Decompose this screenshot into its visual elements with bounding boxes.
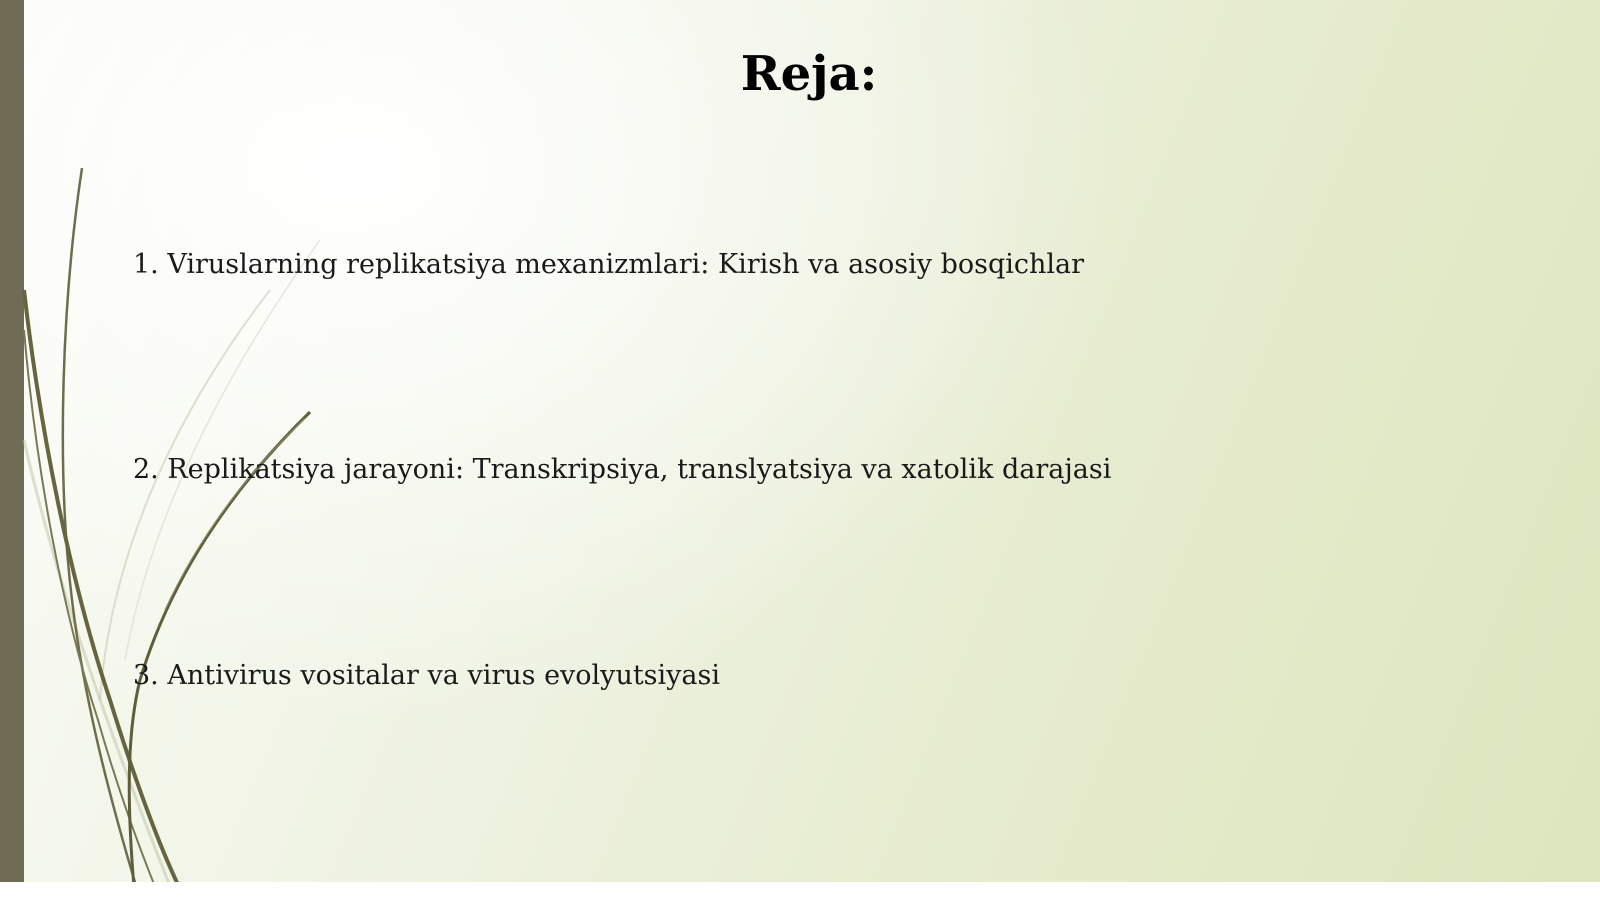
plan-item-2: 2. Replikatsiya jarayoni: Transkripsiya, translyatsiya va xatolik darajasi [133,454,1112,485]
slide-title: Reja: [740,46,878,102]
left-accent-bar [0,0,24,899]
plan-item-1: 1. Viruslarning replikatsiya mexanizmlari: Kirish va asosiy bosqichlar [133,249,1085,280]
bottom-strip [0,882,1600,899]
plan-item-3: 3. Antivirus vositalar va virus evolyutsiyasi [133,660,721,691]
